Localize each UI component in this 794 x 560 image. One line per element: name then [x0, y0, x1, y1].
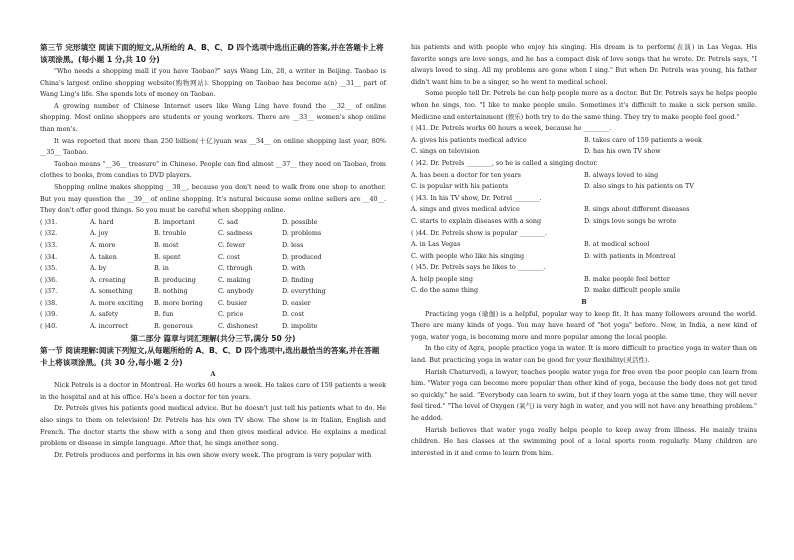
option-pair [411, 181, 757, 193]
question-number: ( )34. [40, 252, 58, 261]
question-number: ( )33. [40, 240, 58, 249]
option-a: A. in Las Vegas [411, 240, 461, 249]
passage-a-paragraph: Dr. Petrels gives his patients good medical advice. But he doesn't just tell his patients what to do. He also sings to them on television! Dr. Petrels has his own TV show. The show is in Italian, English and French. The doctor starts the show with a song and then gives medical advice. He explains a medical problem or disease in simple language. After that, he sings another song. [40, 404, 386, 448]
option-a: A. taken [90, 252, 117, 261]
option-b: B. at medical school [584, 240, 650, 249]
option-a: A. sings and gives medical advice [411, 205, 520, 214]
option-a: A. more [90, 240, 116, 249]
option-pair [411, 216, 757, 228]
question-number: ( )37. [40, 287, 58, 296]
passage-a-paragraph: his patients and with people who enjoy his singing. His dream is to perform(表演) in Las Vegas. His favorite songs are love songs, and he has a compact disk of love songs that he wrote. Dr. Petrels says, "I always loved to sing. All my problems are gone when I sing." But when Dr. Petrels was young, his father didn't want him to be a singer, so he went to medical school. [411, 43, 757, 86]
passage-a-paragraph: Dr. Petrels produces and performs in his own show every week. The program is very popular with [54, 450, 372, 459]
option-d: D. has his own TV show [584, 147, 661, 156]
right-column [411, 42, 757, 459]
passage-a-label: A [210, 369, 216, 378]
option-c: C. dishonest [218, 322, 258, 331]
option-c: C. sad [218, 217, 238, 226]
option-c: C. is popular with his patients [411, 182, 509, 191]
option-a: A. creating [90, 275, 126, 284]
option-c: C. with people who like his singing [411, 251, 525, 260]
option-d: D. produced [282, 252, 322, 261]
passage-b-paragraph: Harish Chaturvedi, a lawyer, teaches people water yoga for free even the poor people can learn from him. "Water yoga can become more popular than other kind of yoga, because the body does not get tired so quickly." he said. "Everybody can learn to swim, but if they learn yoga at the same time, they will never feel tired." "The level of Oxygen (氧气) is very high in water, and you will not have any breathing problem." he added. [411, 367, 757, 422]
option-row [40, 263, 386, 275]
option-pair [411, 146, 757, 158]
cloze-heading: 第三节 完形填空 阅读下面的短文,从所给的 A、B、C、D 四个选项中选出正确的答案,并在答题卡上将该项涂黑。(每小题 1 分,共 10 分) [40, 43, 384, 64]
option-pair [411, 239, 757, 251]
passage-b-paragraph: In the city of Agra, people practice yoga in water. It is more difficult to practice yoga in water than on land. But practicing yoga in water can be good for your flexibility(灵活性). [411, 344, 757, 365]
option-b: B. producing [154, 275, 196, 284]
option-b: B. always loved to sing [584, 170, 659, 179]
option-c: C. making [218, 275, 251, 284]
option-pair [411, 170, 757, 182]
option-d: D. with patients in Montreal [584, 251, 676, 260]
option-c: C. sadness [218, 229, 253, 238]
option-d: D. also sings to his patients on TV [584, 182, 694, 191]
option-a: A. safety [90, 310, 119, 319]
option-b: B. spent [154, 252, 181, 261]
question-number: ( )39. [40, 310, 58, 319]
question-number: ( )31. [40, 217, 58, 226]
cloze-paragraph: Shopping online makes shopping __38__, because you don't need to walk from one shop to another. But you may question the __39__ of online shopping. It's natural because some online sellers are __40__. They don't offer good things. So you must be careful when shopping online. [40, 182, 386, 215]
question-stem: ( )45. Dr. Petrels says he likes to ________. [411, 263, 546, 272]
option-a: A. joy [90, 229, 109, 238]
option-c: C. do the same thing [411, 286, 479, 295]
option-a: A. incorrect [90, 322, 129, 331]
option-b: B. make people feel better [584, 274, 670, 283]
option-pair [411, 204, 757, 216]
option-a: A. something [90, 287, 133, 296]
part2-heading: 第二部分 篇章与词汇理解(共分三节,满分 50 分) [130, 333, 296, 343]
question-stem: ( )44. Dr. Petrels show is popular ________. [411, 228, 548, 237]
cloze-paragraph: Taobao means "__36__ treasure" in Chinese. People can find almost __37__ they need on Taobao, from clothes to books, from candies to DVD players. [40, 159, 386, 180]
cloze-paragraph: It was reported that more than 250 billion(十亿)yuan was __34__ on online shopping last year, 80% __35__ Taobao. [40, 136, 386, 157]
option-row [40, 240, 386, 252]
option-d: D. possible [282, 217, 318, 226]
option-d: D. problems [282, 229, 322, 238]
question-42 [411, 158, 757, 193]
question-43 [411, 193, 757, 228]
option-d: D. finding [282, 275, 314, 284]
option-c: C. starts to explain diseases with a song [411, 216, 542, 225]
option-c: C. through [218, 264, 253, 273]
question-number: ( )35. [40, 264, 58, 273]
option-c: C. sings on television [411, 147, 480, 156]
option-pair [411, 251, 757, 263]
passage-a-paragraph: Nick Petrels is a doctor in Montreal. He works 60 hours a week. He takes care of 159 patients a week in the hospital and at his office. He's been a doctor for ten years. [40, 381, 386, 401]
option-b: B. fun [154, 310, 174, 319]
option-d: D. cost [282, 310, 305, 319]
option-c: C. busier [218, 298, 248, 307]
option-c: C. anybody [218, 287, 254, 296]
option-b: B. generous [154, 322, 193, 331]
option-b: B. in [154, 264, 169, 273]
option-row [40, 309, 386, 321]
cloze-options [40, 217, 386, 333]
option-b: B. trouble [154, 229, 187, 238]
option-row [40, 228, 386, 240]
option-d: D. impolite [282, 322, 318, 331]
option-b: B. important [154, 217, 195, 226]
question-number: ( )38. [40, 298, 58, 307]
left-column [40, 42, 386, 461]
option-b: B. nothing [154, 287, 188, 296]
option-row [40, 286, 386, 298]
option-pair [411, 285, 757, 297]
option-d: D. make difficult people smile [584, 286, 681, 295]
question-41 [411, 123, 757, 158]
option-b: B. sings about different diseases [584, 205, 690, 214]
option-d: D. everything [282, 287, 326, 296]
option-a: A. by [90, 264, 107, 273]
option-c: C. cost [218, 252, 240, 261]
question-stem: ( )42. Dr. Petrels ________, so he is called a singing doctor. [411, 158, 598, 167]
option-row [40, 321, 386, 333]
question-number: ( )40. [40, 322, 58, 331]
option-row [40, 298, 386, 310]
question-45 [411, 262, 757, 297]
option-d: D. less [282, 240, 304, 249]
question-stem: ( )43. In his TV show, Dr. Petrel ________. [411, 193, 542, 202]
option-pair [411, 135, 757, 147]
option-a: A. gives his patients medical advice [411, 135, 527, 144]
option-row [40, 275, 386, 287]
option-a: A. more exciting [90, 298, 144, 307]
question-number: ( )36. [40, 275, 58, 284]
question-44 [411, 228, 757, 263]
option-b: B. more boring [154, 298, 203, 307]
question-number: ( )32. [40, 229, 58, 238]
option-pair [411, 274, 757, 286]
passage-a-paragraph: Some people tell Dr. Petrels he can help people more as a doctor. But Dr. Petrels says he helps people when he sings, too. "I like to make people smile. Sometimes it's difficult to make a sick person smile. Medicine and entertainment (娱乐) both try to do the same thing. They try to make people feel good." [411, 89, 757, 121]
option-c: C. price [218, 310, 244, 319]
passage-b-paragraph: Harish believes that water yoga really helps people to keep away from illness. He mainly trains children. He has classes at the swimming pool of a local sports room regularly. Many children are interested in it and come to learn from him. [411, 425, 757, 457]
question-stem: ( )41. Dr. Petrels works 60 hours a week, because he ________. [411, 124, 612, 133]
option-row [40, 217, 386, 229]
option-b: B. most [154, 240, 179, 249]
cloze-paragraph: "Who needs a shopping mall if you have Taobao?" says Wang Lin, 28, a writer in Beijing. Taobao is China's largest online shopping website(购物网站). Shopping on Taobao has become a(n) __31__ part of Wang Ling's life. She spends lots of money on Taobao. [40, 67, 386, 99]
reading-heading: 第一节 阅读理解:阅读下列短文,从每题所给的 A、B、C、D 四个选项中,选出最恰当的答案,并在答题卡上将该项涂黑。(共 30 分,每小题 2 分) [40, 345, 380, 367]
option-a: A. has been a doctor for ten years [411, 170, 521, 179]
option-d: D. sings love songs he wrote [584, 216, 677, 225]
passage-b-paragraph: Practicing yoga (瑜伽) is a helpful, popular way to keep fit. It has many followers around the world. There are many kinds of yoga. You may have heard of "hot yoga" before. Now, in India, a new kind of yoga, water yoga, is becoming more and more popular among the local people. [411, 309, 757, 341]
option-b: B. takes care of 159 patients a week [584, 135, 702, 144]
option-c: C. fewer [218, 240, 246, 249]
option-a: A. hard [90, 217, 114, 226]
option-a: A. help people sing [411, 274, 473, 283]
option-d: D. easier [282, 298, 311, 307]
option-d: D. with [282, 264, 306, 273]
cloze-paragraph: A growing number of Chinese Internet users like Wang Ling have found the __32__ of online shopping. Most online shoppers are students or young workers. There are __33__ women's shop online than men's. [40, 101, 386, 133]
passage-b-label: B [581, 298, 587, 307]
option-row [40, 252, 386, 264]
